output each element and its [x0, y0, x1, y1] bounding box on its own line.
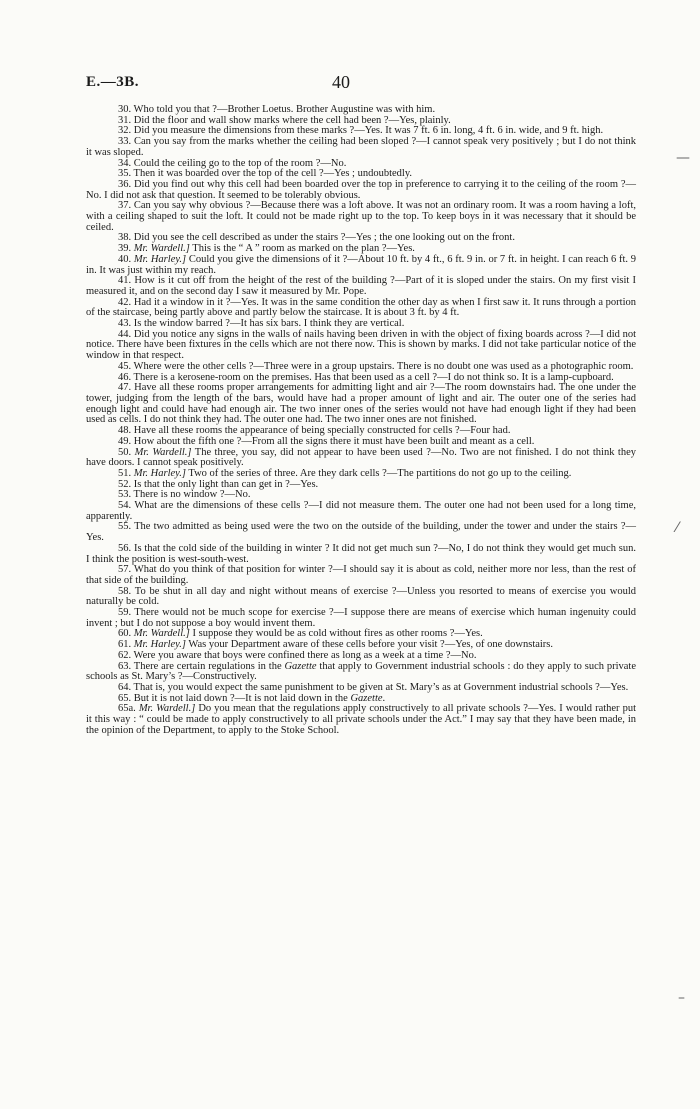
question-text: 44. Did you notice any signs in the walls of nails having been driven in with the object of fixing boards across ?—I did not notice. There have been fixtures in the cells which are not there now. This is shown by marks. I did not take particular notice of the window in that respect.	[86, 328, 637, 362]
question-answer	[86, 544, 636, 565]
question-answer	[86, 298, 636, 319]
question-text: 35. Then it was boarded over the top of the cell ?—Yes ; undoubtedly.	[118, 168, 413, 180]
question-text: 43. Is the window barred ?—It has six bars. I think they are vertical.	[118, 318, 405, 330]
question-text: that apply to Government industrial schools : do they apply to such private schools as St. Mary’s ?—Constructively.	[86, 660, 636, 683]
question-text: 55. The two admitted as being used were the two on the outside of the building, under the tower and under the stairs ?—Yes.	[86, 521, 636, 544]
question-text: Two of the series of three. Are they dark cells ?—The partitions do not go up to the ceiling.	[185, 467, 572, 479]
question-text: 33. Can you say from the marks whether the ceiling had been sloped ?—I cannot speak very positively ; but I do not think it was sloped.	[86, 136, 636, 158]
question-number: 60.	[118, 628, 134, 640]
speaker-label: Mr. Wardell.]	[138, 703, 196, 715]
page-number: 40	[332, 72, 350, 92]
question-text: Could you give the dimensions of it ?—About 10 ft. by 4 ft., 6 ft. 9 in. or 7 ft. in height. I can reach 6 ft. 9 in. It was just within my reach.	[86, 253, 637, 276]
speaker-label: Mr. Harley.]	[133, 467, 186, 479]
question-answer	[86, 383, 636, 426]
speaker-label: Mr. Wardell.]	[134, 446, 192, 458]
question-text: 64. That is, you would expect the same punishment to be given at St. Mary’s as at Government industrial schools ?—Yes.	[118, 681, 629, 693]
question-text: Was your Department aware of these cells before your visit ?—Yes, of one downstairs.	[185, 639, 554, 651]
question-answer	[86, 201, 636, 233]
question-answer	[86, 501, 636, 522]
question-text: 52. Is that the only light than can get in ?—Yes.	[118, 478, 319, 490]
speaker-label: Mr. Wardell.]	[133, 243, 190, 255]
question-text: The three, you say, did not appear to have been used ?—No. Two are not finished. I do not think they have doors. I cannot speak positively.	[86, 446, 636, 469]
question-text: 47. Have all these rooms proper arrangements for admitting light and air ?—The room downstairs had. The one under the tower, judging from the length of the bars, would have had a proper amount of light and air. The outer one of the series had enough light and could have had enough air. The two inner ones of the series would not have had enough light if they had been used as cells. I do not think they had. The outer one had. The two inner ones are not finished.	[86, 382, 636, 426]
question-text: Do you mean that the regulations apply constructively to all private schools ?—Yes. I would rather put it this way : “ could be made to apply constructively to all private schools under the Act.” I may say that they have been made, in the opinion of the Department, to apply to the Stoke School.	[86, 703, 636, 736]
question-text: This is the “ A ” room as marked on the plan ?—Yes.	[189, 243, 415, 255]
question-text: 62. Were you aware that boys were confined there as long as a week at a time ?—No.	[118, 649, 477, 661]
question-text: 56. Is that the cold side of the building in winter ? It did not get much sun ?—No, I do not think they would get much sun. I think the position is west-south-west.	[86, 542, 636, 565]
evidence-text	[86, 105, 636, 736]
question-text: .	[382, 692, 386, 704]
question-text: 36. Did you find out why this cell had been boarded over the top in preference to carrying it to the ceiling of the room ?—No. I did not ask that question. It seemed to be tolerably obvious.	[86, 178, 636, 201]
question-answer	[86, 180, 636, 201]
gazette-title: Gazette	[350, 692, 383, 704]
speaker-label: Mr. Wardell.]	[133, 628, 190, 640]
document-reference: E.—3B.	[86, 74, 140, 90]
question-text: 53. There is no window ?—No.	[118, 489, 251, 501]
question-text: 30. Who told you that ?—Brother Loetus. Brother Augustine was with him.	[118, 104, 436, 115]
question-number: 61.	[118, 639, 134, 651]
question-number: 65a.	[118, 703, 139, 715]
question-text: 45. Where were the other cells ?—Three were in a group upstairs. There is no doubt one was used as a photographic room.	[118, 360, 634, 372]
question-text: 34. Could the ceiling go to the top of the room ?—No.	[118, 157, 347, 169]
question-text: 42. Had it a window in it ?—Yes. It was in the same condition the other day as when I first saw it. It runs through a portion of the staircase, being partly above and partly below the staircase. It is about 3 ft. by 4 ft.	[86, 296, 636, 319]
margin-mark: —	[676, 150, 690, 166]
question-text: 65. But it is not laid down ?—It is not laid down in the	[118, 692, 351, 704]
question-text: I suppose they would be as cold without fires as other rooms ?—Yes.	[189, 628, 483, 640]
question-answer	[86, 448, 636, 469]
question-text: 38. Did you see the cell described as under the stairs ?—Yes ; the one looking out on the front.	[118, 232, 515, 244]
question-answer	[86, 587, 636, 608]
question-text: 31. Did the floor and wall show marks where the cell had been ?—Yes, plainly.	[118, 114, 451, 126]
page-header	[86, 74, 636, 96]
question-text: 49. How about the fifth one ?—From all the signs there it must have been built and meant as a cell.	[118, 435, 535, 447]
speaker-label: Mr. Harley.]	[133, 639, 186, 651]
speaker-label: Mr. Harley.]	[133, 253, 187, 265]
margin-mark: –	[678, 990, 685, 1006]
question-answer	[86, 255, 636, 276]
gazette-title: Gazette	[284, 660, 317, 672]
margin-mark: ⁄	[676, 520, 679, 536]
question-text: 57. What do you think of that position for winter ?—I should say it is about as cold, neither more nor less, than the rest of that side of the building.	[86, 564, 636, 586]
question-text: 48. Have all these rooms the appearance of being specially constructed for cells ?—Four had.	[118, 425, 511, 437]
question-answer	[86, 330, 636, 362]
question-answer	[86, 276, 636, 297]
question-number: 39.	[118, 243, 134, 255]
question-answer	[86, 608, 636, 629]
question-answer	[86, 704, 636, 736]
question-number: 50.	[118, 446, 135, 458]
question-text: 37. Can you say why obvious ?—Because there was a loft above. It was not an ordinary room. It was a room having a loft, with a ceiling shaped to suit the loft. It could not be made right up to the top. To keep boys in it was necessary that it should be ceiled.	[86, 200, 636, 233]
question-text: 63. There are certain regulations in the	[118, 660, 285, 672]
question-text: 46. There is a kerosene-room on the premises. Has that been used as a cell ?—I do not think so. It is a lamp-cupboard.	[118, 371, 614, 383]
question-text: 59. There would not be much scope for exercise ?—I suppose there are means of exercise which human ingenuity could invent ; but I do not suppose a boy would invent them.	[86, 607, 636, 629]
question-text: 58. To be shut in all day and night without means of exercise ?—Unless you resorted to means of exercise you would naturally be cold.	[86, 585, 636, 608]
question-answer	[86, 565, 636, 586]
question-number: 40.	[118, 253, 134, 265]
question-text: 41. How is it cut off from the height of the rest of the building ?—Part of it is sloped under the stairs. On my first visit I measured it, and on the second day I saw it measured by Mr. Pope.	[86, 275, 636, 297]
question-text: 32. Did you measure the dimensions from these marks ?—Yes. It was 7 ft. 6 in. long, 4 ft. 6 in. wide, and 9 ft. high.	[118, 125, 604, 137]
question-answer	[86, 137, 636, 158]
question-answer	[86, 522, 636, 543]
question-answer	[86, 662, 636, 683]
question-number: 51.	[118, 467, 134, 479]
question-text: 54. What are the dimensions of these cells ?—I did not measure them. The outer one had not been used for a long time, apparently.	[86, 500, 636, 522]
